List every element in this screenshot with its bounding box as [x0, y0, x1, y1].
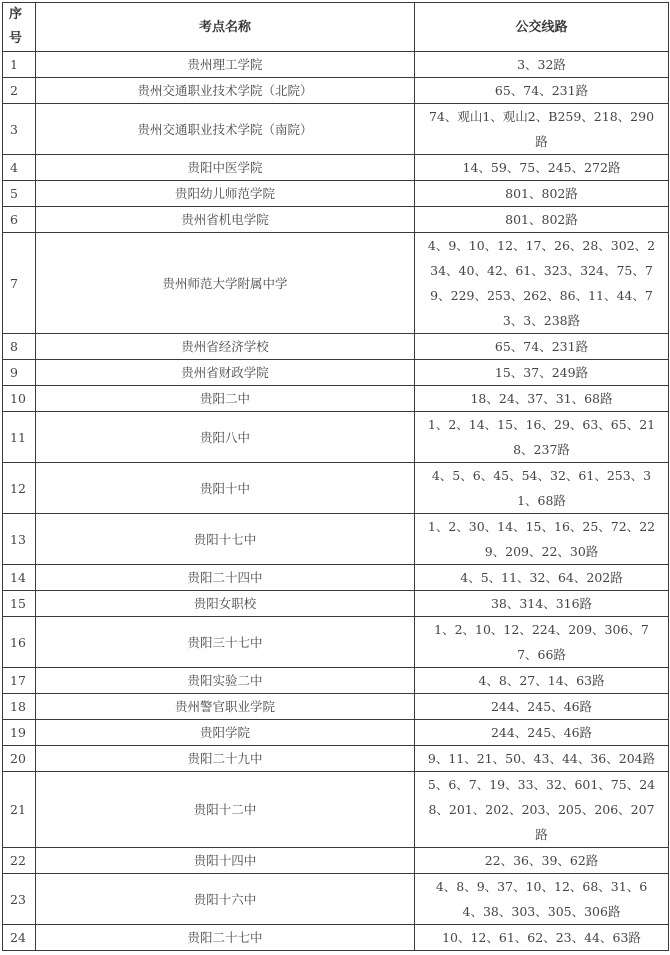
bus-routes-table	[2, 2, 669, 951]
table-row	[3, 360, 669, 386]
exam-site-name: 贵阳女职校	[36, 591, 415, 617]
bus-routes-line: 4、5、6、45、54、32、61、253、3	[431, 468, 652, 483]
row-index: 15	[3, 591, 36, 617]
bus-routes-line: 9、209、22、30路	[484, 544, 599, 559]
bus-routes-line: 1、68路	[517, 493, 566, 508]
bus-routes-line: 3、3、238路	[502, 313, 581, 328]
bus-routes	[415, 565, 669, 591]
row-index: 24	[3, 925, 36, 951]
bus-routes-line: 15、37、249路	[494, 365, 589, 380]
exam-site-name: 贵阳二十七中	[36, 925, 415, 951]
table-row	[3, 694, 669, 720]
bus-routes-line: 9、229、253、262、86、11、44、7	[430, 288, 653, 303]
row-index: 7	[3, 233, 36, 334]
bus-routes-line: 801、802路	[505, 186, 578, 201]
row-index: 18	[3, 694, 36, 720]
exam-site-name: 贵阳二十四中	[36, 565, 415, 591]
bus-routes-line: 34、40、42、61、323、324、75、7	[430, 263, 653, 278]
bus-routes-line: 路	[535, 827, 548, 842]
bus-routes	[415, 334, 669, 360]
bus-routes-line: 14、59、75、245、272路	[462, 160, 621, 175]
row-index: 9	[3, 360, 36, 386]
exam-site-name: 贵阳二十九中	[36, 746, 415, 772]
header-index-line1: 序	[9, 7, 23, 22]
bus-routes-line: 4、8、9、37、10、12、68、31、6	[435, 879, 648, 894]
bus-routes-line: 8、201、202、203、205、206、207	[428, 802, 655, 817]
table-row	[3, 772, 669, 848]
row-index: 11	[3, 412, 36, 463]
bus-routes-line: 65、74、231路	[494, 83, 589, 98]
bus-routes	[415, 848, 669, 874]
header-exam-site-name: 考点名称	[36, 3, 415, 52]
bus-routes	[415, 78, 669, 104]
header-index-line2: 号	[9, 31, 23, 46]
exam-site-name: 贵阳学院	[36, 720, 415, 746]
bus-routes-line: 801、802路	[505, 212, 578, 227]
exam-site-name: 贵阳八中	[36, 412, 415, 463]
exam-site-name: 贵阳十中	[36, 463, 415, 514]
bus-routes	[415, 181, 669, 207]
row-index: 1	[3, 52, 36, 78]
exam-site-name: 贵州理工学院	[36, 52, 415, 78]
table-row	[3, 925, 669, 951]
row-index: 19	[3, 720, 36, 746]
bus-routes	[415, 514, 669, 565]
table-row	[3, 181, 669, 207]
bus-routes-line: 18、24、37、31、68路	[470, 391, 613, 406]
bus-routes	[415, 52, 669, 78]
bus-routes-line: 65、74、231路	[494, 339, 589, 354]
bus-routes	[415, 155, 669, 181]
table-row	[3, 720, 669, 746]
exam-site-name: 贵州交通职业技术学院（南院）	[36, 104, 415, 155]
bus-routes	[415, 746, 669, 772]
bus-routes-line: 38、314、316路	[490, 596, 593, 611]
table-row	[3, 848, 669, 874]
row-index: 10	[3, 386, 36, 412]
table-header-row	[3, 3, 669, 52]
row-index: 17	[3, 668, 36, 694]
table-row	[3, 104, 669, 155]
bus-routes-line: 5、6、7、19、33、32、601、75、24	[427, 777, 656, 792]
exam-site-name: 贵阳实验二中	[36, 668, 415, 694]
row-index: 20	[3, 746, 36, 772]
table-row	[3, 591, 669, 617]
row-index: 5	[3, 181, 36, 207]
table-row	[3, 412, 669, 463]
table-row	[3, 463, 669, 514]
bus-routes	[415, 772, 669, 848]
row-index: 13	[3, 514, 36, 565]
bus-routes	[415, 694, 669, 720]
bus-routes-line: 3、32路	[517, 57, 566, 72]
table-row	[3, 514, 669, 565]
bus-routes-line: 244、245、46路	[490, 699, 593, 714]
row-index: 23	[3, 874, 36, 925]
bus-routes	[415, 104, 669, 155]
table-row	[3, 668, 669, 694]
row-index: 22	[3, 848, 36, 874]
table-row	[3, 746, 669, 772]
row-index: 4	[3, 155, 36, 181]
header-index	[3, 3, 36, 52]
row-index: 6	[3, 207, 36, 233]
exam-site-name: 贵阳中医学院	[36, 155, 415, 181]
bus-routes-line: 22、36、39、62路	[484, 853, 599, 868]
bus-routes-line: 4、38、303、305、306路	[462, 904, 621, 919]
exam-site-name: 贵州师范大学附属中学	[36, 233, 415, 334]
exam-site-name: 贵阳十四中	[36, 848, 415, 874]
table-row	[3, 617, 669, 668]
bus-routes-line: 9、11、21、50、43、44、36、204路	[427, 751, 656, 766]
bus-routes-line: 1、2、10、12、224、209、306、7	[434, 622, 649, 637]
row-index: 14	[3, 565, 36, 591]
table-row	[3, 52, 669, 78]
bus-routes-line: 1、2、30、14、15、16、25、72、22	[427, 519, 656, 534]
bus-routes-line: 10、12、61、62、23、44、63路	[442, 930, 641, 945]
exam-site-name: 贵阳十六中	[36, 874, 415, 925]
bus-routes	[415, 925, 669, 951]
bus-routes-line: 8、237路	[513, 442, 570, 457]
table-row	[3, 874, 669, 925]
exam-site-name: 贵州交通职业技术学院（北院）	[36, 78, 415, 104]
table-row	[3, 155, 669, 181]
bus-routes	[415, 720, 669, 746]
bus-routes	[415, 463, 669, 514]
bus-routes-line: 74、观山1、观山2、B259、218、290	[428, 109, 655, 124]
exam-site-name: 贵州省经济学校	[36, 334, 415, 360]
exam-site-name: 贵阳二中	[36, 386, 415, 412]
bus-routes	[415, 591, 669, 617]
bus-routes-line: 4、5、11、32、64、202路	[460, 570, 623, 585]
bus-routes-line: 4、9、10、12、17、26、28、302、2	[427, 238, 656, 253]
row-index: 8	[3, 334, 36, 360]
bus-routes-line: 7、66路	[517, 647, 566, 662]
row-index: 3	[3, 104, 36, 155]
bus-routes-line: 路	[535, 134, 548, 149]
bus-routes	[415, 233, 669, 334]
bus-routes	[415, 386, 669, 412]
bus-routes	[415, 617, 669, 668]
table-row	[3, 334, 669, 360]
exam-site-name: 贵阳三十七中	[36, 617, 415, 668]
exam-site-name: 贵州省机电学院	[36, 207, 415, 233]
row-index: 2	[3, 78, 36, 104]
table-row	[3, 565, 669, 591]
table-row	[3, 233, 669, 334]
exam-site-name: 贵州省财政学院	[36, 360, 415, 386]
exam-site-name: 贵阳十二中	[36, 772, 415, 848]
bus-routes-line: 1、2、14、15、16、29、63、65、21	[427, 417, 656, 432]
bus-routes-line: 244、245、46路	[490, 725, 593, 740]
row-index: 21	[3, 772, 36, 848]
row-index: 16	[3, 617, 36, 668]
exam-site-name: 贵阳十七中	[36, 514, 415, 565]
header-bus-routes: 公交线路	[415, 3, 669, 52]
table-row	[3, 207, 669, 233]
exam-site-name: 贵州警官职业学院	[36, 694, 415, 720]
table-row	[3, 78, 669, 104]
bus-routes	[415, 874, 669, 925]
exam-site-name: 贵阳幼儿师范学院	[36, 181, 415, 207]
row-index: 12	[3, 463, 36, 514]
bus-routes	[415, 207, 669, 233]
bus-routes	[415, 412, 669, 463]
bus-routes-line: 4、8、27、14、63路	[478, 673, 605, 688]
table-row	[3, 386, 669, 412]
bus-routes	[415, 668, 669, 694]
bus-routes	[415, 360, 669, 386]
